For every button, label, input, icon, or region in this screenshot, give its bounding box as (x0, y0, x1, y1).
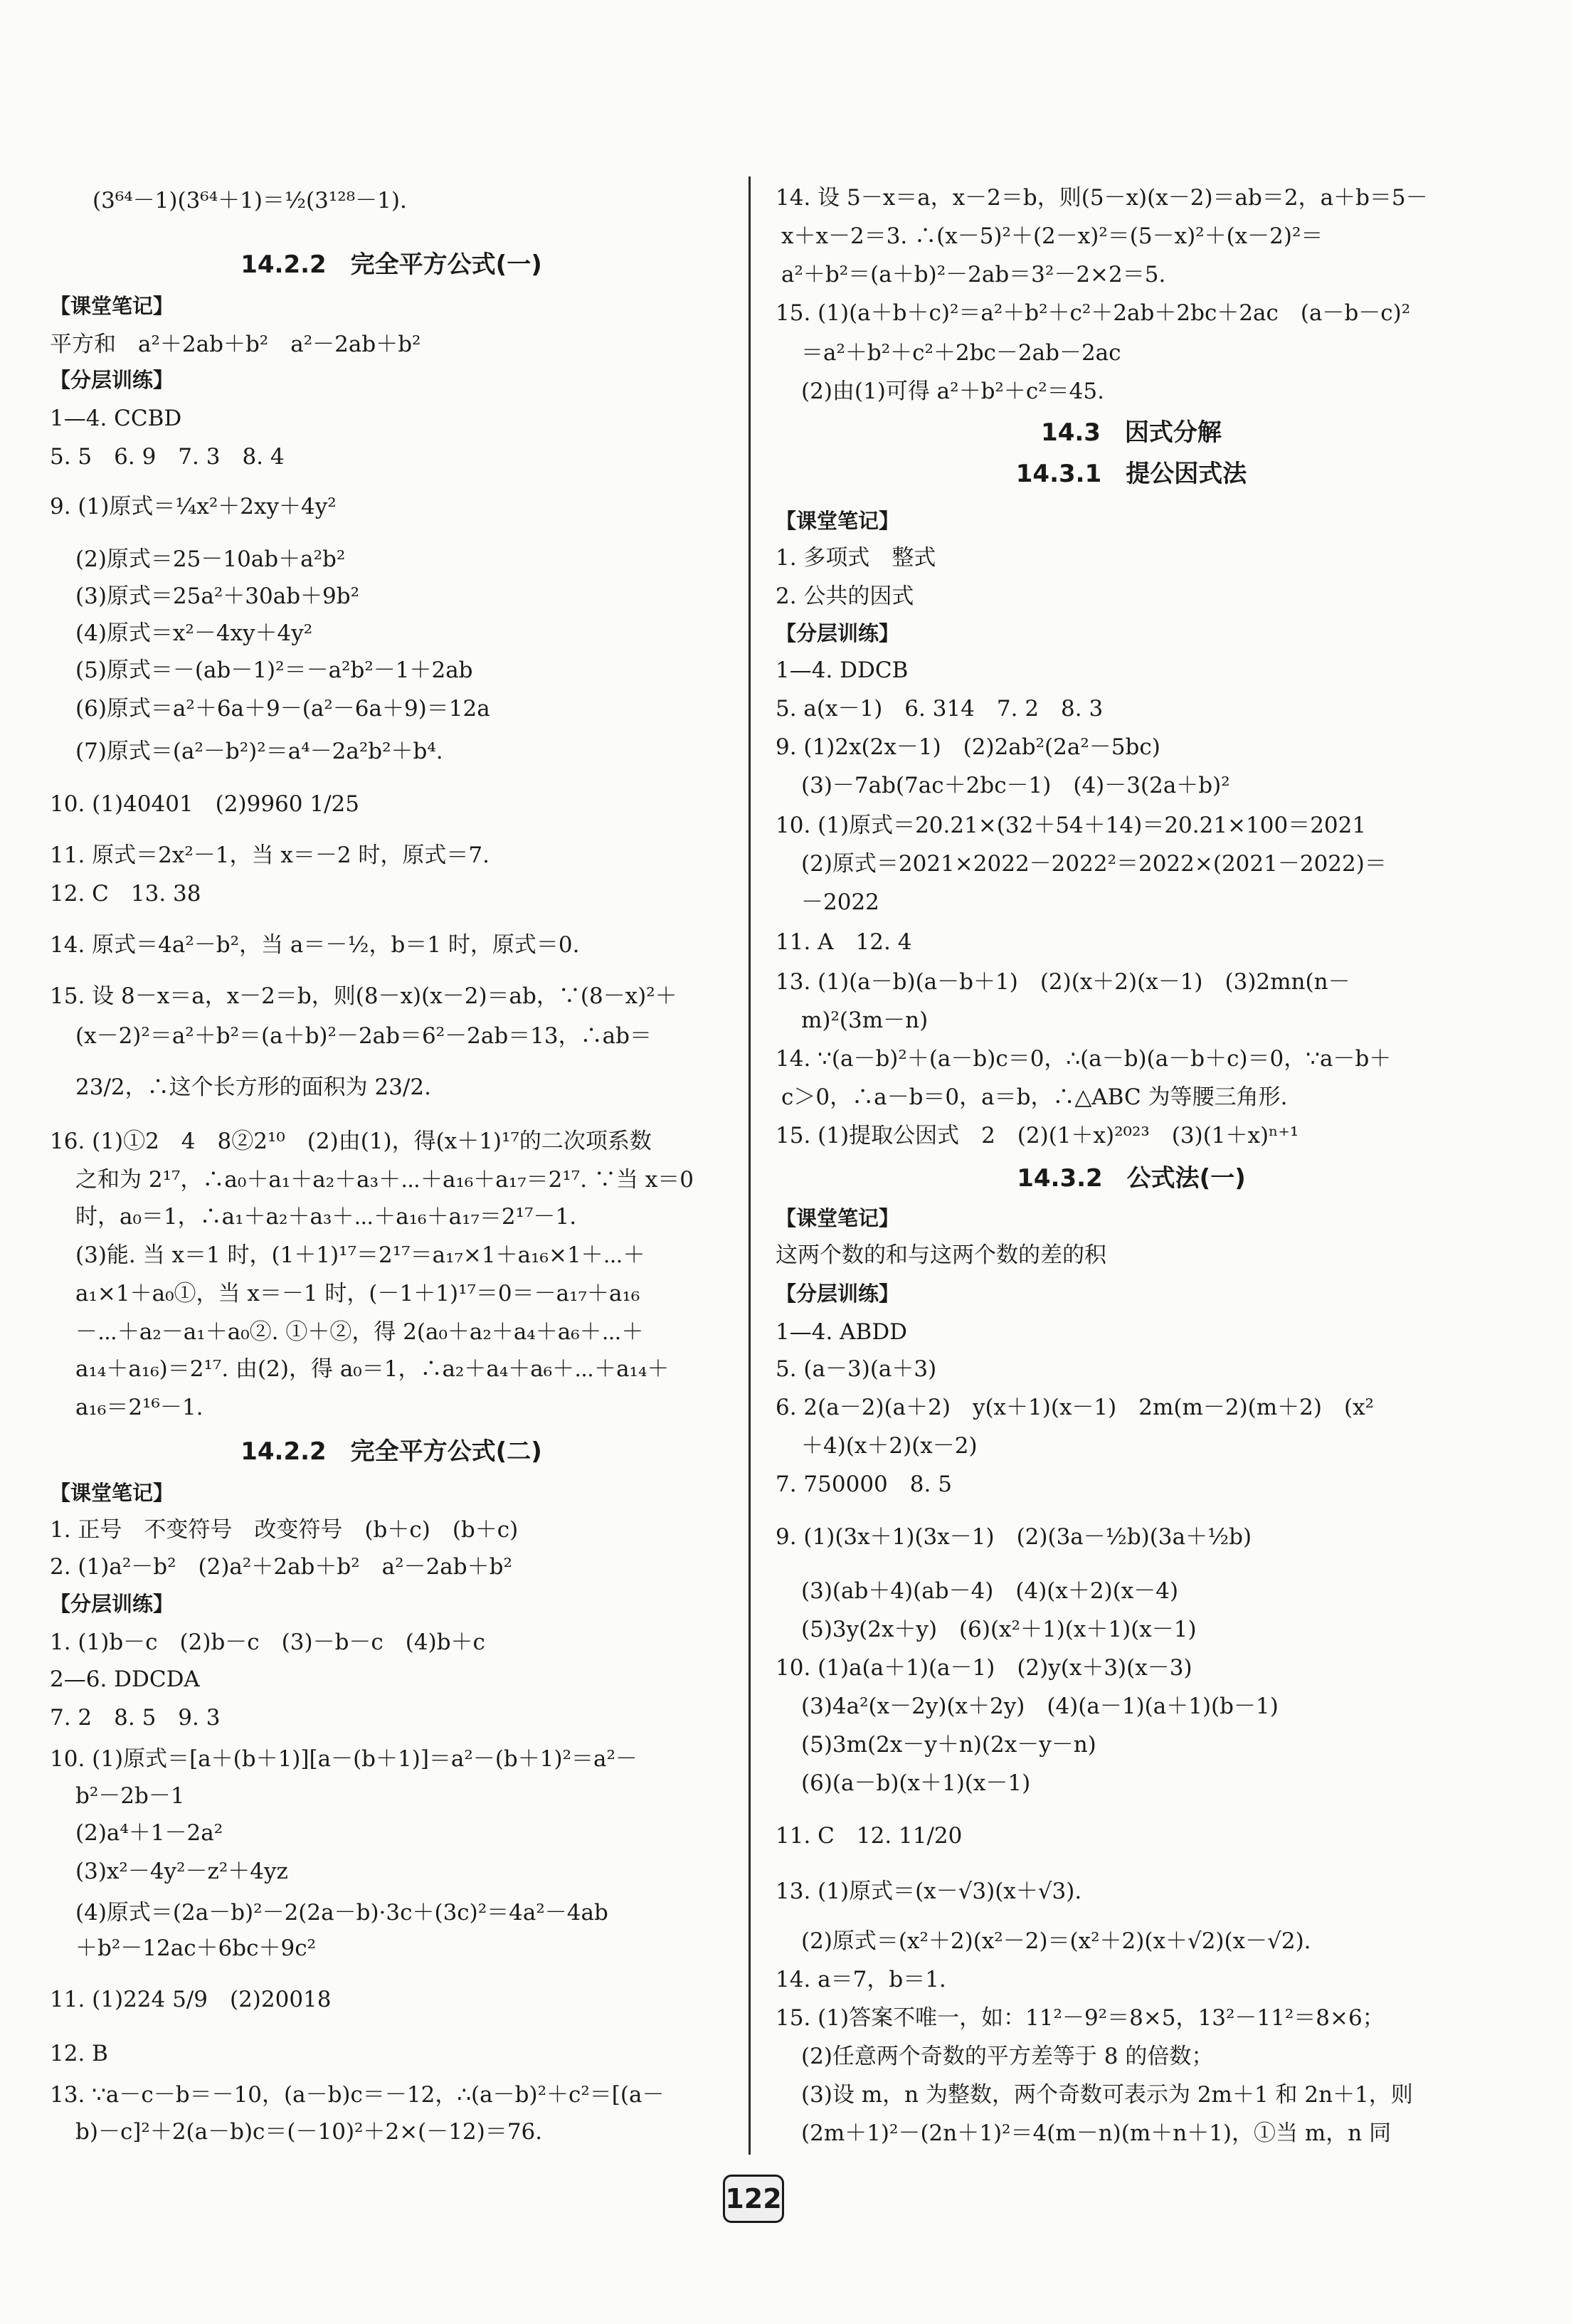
text-line: 14. a＝7，b＝1. (776, 1967, 946, 1992)
text-line: 14. 原式＝4a²－b²，当 a＝－½，b＝1 时，原式＝0. (50, 932, 580, 958)
text-line: 1. 正号 不变符号 改变符号 (b＋c) (b＋c) (50, 1517, 519, 1543)
text-line: b)－c]²＋2(a－b)c＝(－10)²＋2×(－12)＝76. (75, 2119, 543, 2145)
text-line: －⋯＋a₂－a₁＋a₀②. ①＋②，得 2(a₀＋a₂＋a₄＋a₆＋⋯＋ (75, 1319, 644, 1345)
text-line: (4)原式＝(2a－b)²－2(2a－b)·3c＋(3c)²＝4a²－4ab (75, 1900, 608, 1926)
text-line: 15. (1)答案不唯一，如：11²－9²＝8×5，13²－11²＝8×6； (776, 2005, 1385, 2031)
text-line: (3)4a²(x－2y)(x＋2y) (4)(a－1)(a＋1)(b－1) (801, 1694, 1279, 1719)
text-line: 6. 2(a－2)(a＋2) y(x＋1)(x－1) 2m(m－2)(m＋2) (x² (776, 1395, 1374, 1420)
text-line: 15. (1)(a＋b＋c)²＝a²＋b²＋c²＋2ab＋2bc＋2ac (a－b－c)² (776, 300, 1411, 326)
text-line: 10. (1)40401 (2)9960 1/25 (50, 791, 359, 817)
text-line: 12. B (50, 2041, 108, 2066)
training-label: 【分层训练】 (776, 1282, 900, 1306)
text-line: 5. (a－3)(a＋3) (776, 1356, 937, 1382)
text-line: (5)原式＝－(ab－1)²＝－a²b²－1＋2ab (75, 657, 473, 683)
text-line: (5)3m(2x－y＋n)(2x－y－n) (801, 1732, 1096, 1758)
text-line: 11. C 12. 11/20 (776, 1823, 963, 1849)
text-line: c＞0，∴a－b＝0，a＝b，∴△ABC 为等腰三角形. (781, 1084, 1288, 1110)
text-line: (6)(a－b)(x＋1)(x－1) (801, 1770, 1031, 1796)
text-line: a₁₆＝2¹⁶－1. (75, 1395, 203, 1420)
text-line: a₁×1＋a₀①，当 x＝－1 时，(－1＋1)¹⁷＝0＝－a₁₇＋a₁₆ (75, 1281, 640, 1306)
section-heading: 14.2.2 完全平方公式(二) (240, 1437, 542, 1466)
text-line: (6)原式＝a²＋6a＋9－(a²－6a＋9)＝12a (75, 696, 490, 722)
text-line: 9. (1)2x(2x－1) (2)2ab²(2a²－5bc) (776, 734, 1160, 760)
text-line: 2—6. DDCDA (50, 1667, 200, 1692)
training-label: 【分层训练】 (50, 368, 174, 392)
text-line: 9. (1)原式＝¼x²＋2xy＋4y² (50, 494, 337, 519)
text-line: b²－2b－1 (75, 1783, 185, 1809)
text-line: 14. 设 5－x＝a，x－2＝b，则(5－x)(x－2)＝ab＝2，a＋b＝5－ (776, 185, 1428, 211)
page-number: 122 (723, 2175, 784, 2223)
section-heading: 14.2.2 完全平方公式(一) (240, 250, 542, 279)
text-line: 1. 多项式 整式 (776, 545, 936, 571)
text-line: ＋4)(x＋2)(x－2) (801, 1433, 978, 1459)
text-line: 16. (1)①2 4 8②2¹⁰ (2)由(1)，得(x＋1)¹⁷的二次项系数 (50, 1129, 652, 1154)
text-line: 10. (1)a(a＋1)(a－1) (2)y(x＋3)(x－3) (776, 1655, 1192, 1681)
text-line: (7)原式＝(a²－b²)²＝a⁴－2a²b²＋b⁴. (75, 739, 443, 764)
text-line: 13. (1)原式＝(x－√3)(x＋√3). (776, 1879, 1082, 1904)
text-line: (4)原式＝x²－4xy＋4y² (75, 620, 313, 646)
text-line: 1—4. ABDD (776, 1319, 908, 1345)
text-line: (5)3y(2x＋y) (6)(x²＋1)(x＋1)(x－1) (801, 1617, 1197, 1642)
text-line: 10. (1)原式＝20.21×(32＋54＋14)＝20.21×100＝2021 (776, 813, 1367, 838)
text-line: 2. (1)a²－b² (2)a²＋2ab＋b² a²－2ab＋b² (50, 1554, 512, 1580)
text-line: 5. 5 6. 9 7. 3 8. 4 (50, 444, 285, 470)
text-line: (2)a⁴＋1－2a² (75, 1820, 223, 1846)
class-notes-label: 【课堂笔记】 (50, 1481, 174, 1505)
text-line: 平方和 a²＋2ab＋b² a²－2ab＋b² (50, 332, 421, 357)
section-heading: 14.3.2 公式法(一) (1017, 1164, 1246, 1193)
text-line: 之和为 2¹⁷，∴a₀＋a₁＋a₂＋a₃＋⋯＋a₁₆＋a₁₇＝2¹⁷. ∵当 x＝0 (75, 1167, 694, 1193)
text-line: (2)原式＝25－10ab＋a²b² (75, 546, 346, 572)
text-line: 1—4. CCBD (50, 406, 182, 431)
section-heading: 14.3 因式分解 (1041, 418, 1222, 447)
class-notes-label: 【课堂笔记】 (50, 294, 174, 318)
text-line: 5. a(x－1) 6. 314 7. 2 8. 3 (776, 696, 1104, 722)
text-line: 1—4. DDCB (776, 657, 909, 683)
text-line: 1. (1)b－c (2)b－c (3)－b－c (4)b＋c (50, 1630, 485, 1655)
text-line: 9. (1)(3x＋1)(3x－1) (2)(3a－½b)(3a＋½b) (776, 1524, 1252, 1550)
text-line: 14. ∵(a－b)²＋(a－b)c＝0，∴(a－b)(a－b＋c)＝0，∵a－b＋ (776, 1046, 1392, 1072)
text-line: (2)任意两个奇数的平方差等于 8 的倍数； (801, 2044, 1214, 2069)
text-line: 2. 公共的因式 (776, 583, 914, 609)
text-line: (3⁶⁴－1)(3⁶⁴＋1)＝½(3¹²⁸－1). (92, 188, 407, 213)
text-line: x＋x－2＝3. ∴(x－5)²＋(2－x)²＝(5－x)²＋(x－2)²＝ (781, 223, 1323, 249)
text-line: (x－2)²＝a²＋b²＝(a＋b)²－2ab＝6²－2ab＝13，∴ab＝ (75, 1023, 652, 1049)
text-line: 23/2，∴这个长方形的面积为 23/2. (75, 1074, 431, 1100)
text-line: 13. ∵a－c－b＝－10，(a－b)c＝－12，∴(a－b)²＋c²＝[(a－ (50, 2082, 665, 2108)
text-line: (2)原式＝(x²＋2)(x²－2)＝(x²＋2)(x＋√2)(x－√2). (801, 1928, 1311, 1954)
class-notes-label: 【课堂笔记】 (776, 509, 900, 533)
text-line: 这两个数的和与这两个数的差的积 (776, 1242, 1106, 1268)
text-line: (3)(ab＋4)(ab－4) (4)(x＋2)(x－4) (801, 1578, 1179, 1604)
text-line: a²＋b²＝(a＋b)²－2ab＝3²－2×2＝5. (781, 262, 1166, 287)
text-line: (2)由(1)可得 a²＋b²＋c²＝45. (801, 379, 1104, 404)
text-line: (3)－7ab(7ac＋2bc－1) (4)－3(2a＋b)² (801, 773, 1230, 798)
text-line: ＝a²＋b²＋c²＋2bc－2ab－2ac (801, 340, 1121, 366)
text-line: (2m＋1)²－(2n＋1)²＝4(m－n)(m＋n＋1)，①当 m，n 同 (801, 2120, 1392, 2146)
text-line: (3)设 m，n 为整数，两个奇数可表示为 2m＋1 和 2n＋1，则 (801, 2082, 1413, 2108)
text-line: 时，a₀＝1，∴a₁＋a₂＋a₃＋⋯＋a₁₆＋a₁₇＝2¹⁷－1. (75, 1204, 577, 1230)
text-line: 15. (1)提取公因式 2 (2)(1＋x)²⁰²³ (3)(1＋x)ⁿ⁺¹ (776, 1123, 1299, 1148)
text-line: 11. A 12. 4 (776, 929, 912, 955)
text-line: (3)x²－4y²－z²＋4yz (75, 1859, 288, 1884)
text-line: 12. C 13. 38 (50, 881, 201, 907)
training-label: 【分层训练】 (776, 621, 900, 645)
text-line: m)²(3m－n) (801, 1008, 929, 1033)
text-line: (3)原式＝25a²＋30ab＋9b² (75, 583, 360, 609)
text-line: 7. 2 8. 5 9. 3 (50, 1705, 221, 1731)
text-line: 13. (1)(a－b)(a－b＋1) (2)(x＋2)(x－1) (3)2mn(n－ (776, 969, 1350, 995)
text-line: －2022 (801, 889, 879, 915)
column-divider (749, 176, 751, 2155)
training-label: 【分层训练】 (50, 1592, 174, 1616)
text-line: ＋b²－12ac＋6bc＋9c² (75, 1935, 317, 1961)
class-notes-label: 【课堂笔记】 (776, 1206, 900, 1230)
text-line: a₁₄＋a₁₆)＝2¹⁷. 由(2)，得 a₀＝1，∴a₂＋a₄＋a₆＋⋯＋a₁₄＋ (75, 1356, 670, 1382)
text-line: 10. (1)原式＝[a＋(b＋1)][a－(b＋1)]＝a²－(b＋1)²＝a²－ (50, 1746, 638, 1772)
text-line: 11. (1)224 5/9 (2)20018 (50, 1987, 332, 2012)
text-line: 11. 原式＝2x²－1，当 x＝－2 时，原式＝7. (50, 843, 490, 868)
text-line: (3)能. 当 x＝1 时，(1＋1)¹⁷＝2¹⁷＝a₁₇×1＋a₁₆×1＋⋯＋ (75, 1242, 645, 1268)
text-line: 15. 设 8－x＝a，x－2＝b，则(8－x)(x－2)＝ab，∵(8－x)²＋ (50, 983, 677, 1009)
text-line: (2)原式＝2021×2022－2022²＝2022×(2021－2022)＝ (801, 851, 1387, 877)
text-line: 7. 750000 8. 5 (776, 1472, 952, 1497)
section-heading: 14.3.1 提公因式法 (1015, 460, 1247, 488)
